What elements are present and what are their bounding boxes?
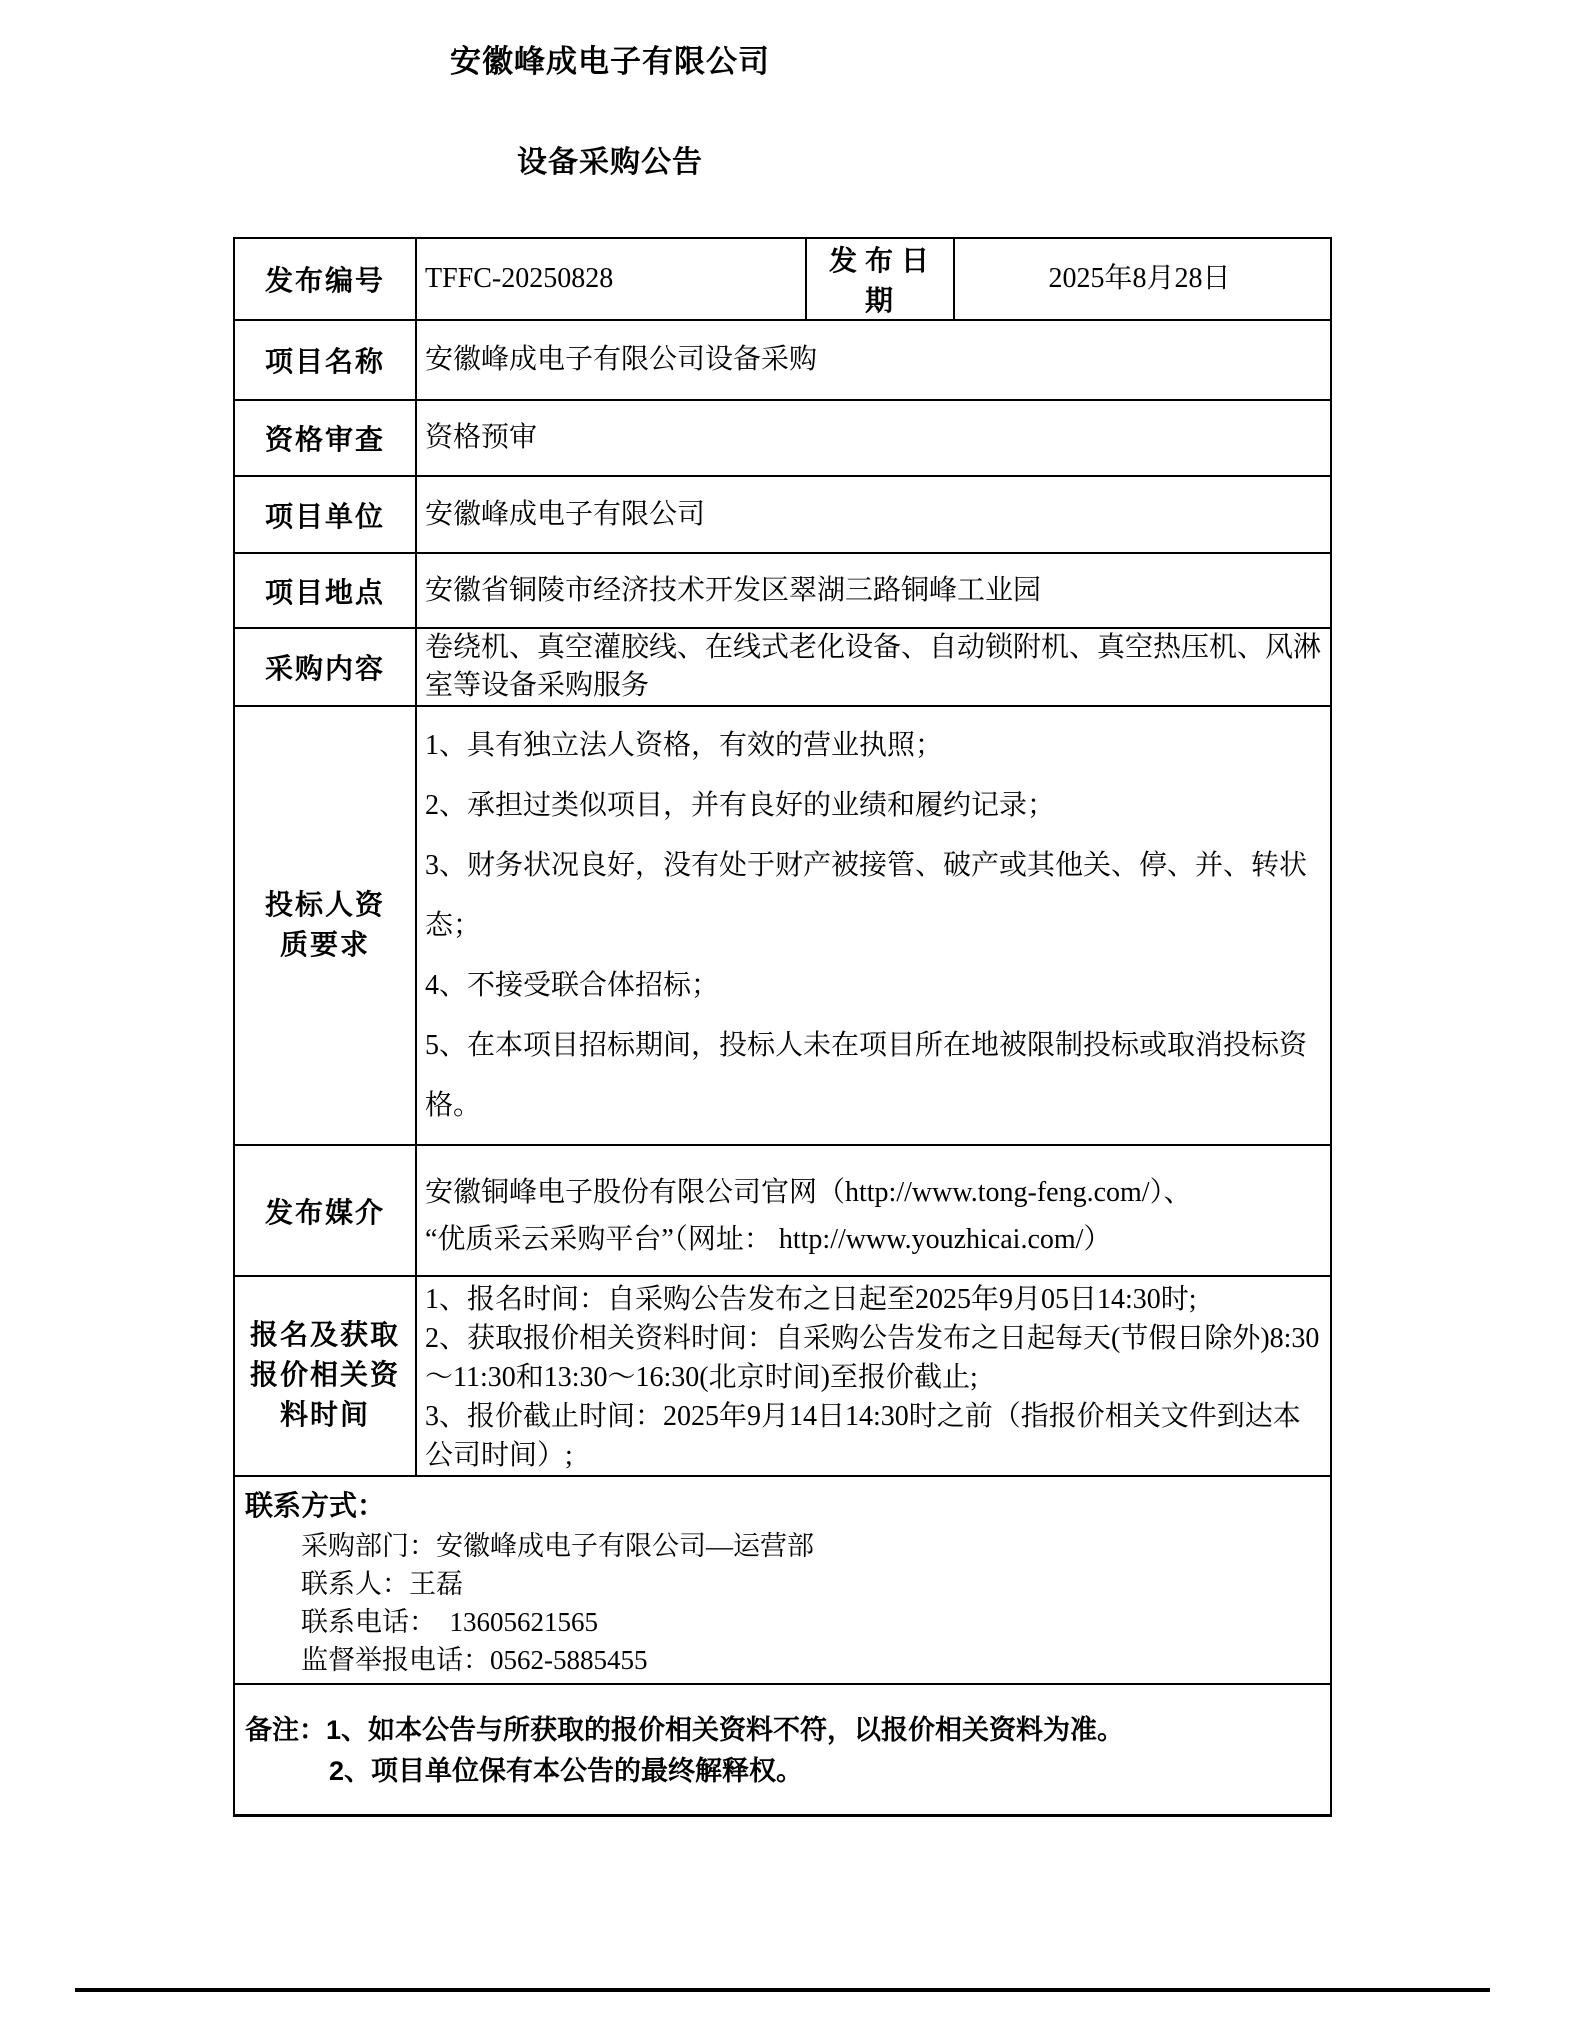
publish-media-label: 发布媒介 xyxy=(234,1145,416,1276)
media-line: “优质采云采购平台”（网址： http://www.youzhicai.com/） xyxy=(425,1223,1112,1255)
project-unit-label: 项目单位 xyxy=(234,476,416,553)
remarks-cell xyxy=(234,1684,1331,1815)
schedule-line: 2、获取报价相关资料时间：自采购公告发布之日起每天(节假日除外)8:30～11:30和13:30～16:30(北京时间)至报价截止; xyxy=(425,1323,1320,1393)
qualification-item: 2、承担过类似项目，并有良好的业绩和履约记录； xyxy=(425,789,1056,821)
contact-heading: 联系方式： xyxy=(245,1491,386,1522)
footer-rule xyxy=(75,1988,1490,1992)
qualification-item: 3、财务状况良好，没有处于财产被接管、破产或其他关、停、并、转状态； xyxy=(425,849,1308,941)
schedule-label xyxy=(234,1276,416,1476)
table-row xyxy=(234,706,1331,1145)
page-title: 设备采购公告 xyxy=(517,146,703,179)
table-row xyxy=(234,400,1331,476)
publish-date-value: 2025年8月28日 xyxy=(954,238,1331,320)
document-header xyxy=(0,36,1220,181)
publish-no-label: 发布编号 xyxy=(234,238,416,320)
label-line: 报名及获取 xyxy=(249,1320,400,1351)
schedule-value xyxy=(416,1276,1331,1476)
label-line: 投标人资 xyxy=(264,889,385,921)
bidder-qualification-value xyxy=(416,706,1331,1145)
label-line: 料时间 xyxy=(279,1400,370,1431)
project-name-label: 项目名称 xyxy=(234,320,416,400)
qualification-item: 4、不接受联合体招标； xyxy=(425,969,720,1001)
media-line: 安徽铜峰电子股份有限公司官网（http://www.tong-feng.com/）、 xyxy=(425,1176,1192,1208)
table-row xyxy=(234,476,1331,553)
table-row xyxy=(234,553,1331,628)
table-row xyxy=(234,1145,1331,1276)
qualification-item: 1、具有独立法人资格，有效的营业执照； xyxy=(425,729,944,761)
table-row xyxy=(234,1684,1331,1815)
company-title: 安徽峰成电子有限公司 xyxy=(450,44,770,79)
publish-media-value xyxy=(416,1145,1331,1276)
bidder-qualification-label xyxy=(234,706,416,1145)
project-unit-value: 安徽峰成电子有限公司 xyxy=(416,476,1331,553)
procurement-content-label: 采购内容 xyxy=(234,628,416,706)
table-row xyxy=(234,1476,1331,1684)
qualification-review-value: 资格预审 xyxy=(416,400,1331,476)
contact-line-department: 采购部门：安徽峰成电子有限公司—运营部 xyxy=(301,1531,814,1561)
table-row xyxy=(234,1276,1331,1476)
project-name-value: 安徽峰成电子有限公司设备采购 xyxy=(416,320,1331,400)
remark-line-2: 2、项目单位保有本公告的最终解释权。 xyxy=(329,1756,804,1787)
contact-line-person: 联系人：王磊 xyxy=(301,1569,463,1599)
publish-no-value: TFFC-20250828 xyxy=(416,238,806,320)
qualification-review-label: 资格审查 xyxy=(234,400,416,476)
table-row xyxy=(234,628,1331,706)
label-line: 报价相关资 xyxy=(249,1360,400,1391)
contact-line-report-phone: 监督举报电话：0562-5885455 xyxy=(301,1645,648,1675)
procurement-content-value: 卷绕机、真空灌胶线、在线式老化设备、自动锁附机、真空热压机、风淋室等设备采购服务 xyxy=(416,628,1331,706)
schedule-line: 1、报名时间：自采购公告发布之日起至2025年9月05日14:30时; xyxy=(425,1284,1197,1315)
contact-line-phone: 联系电话： 13605621565 xyxy=(301,1607,598,1637)
remark-line-1: 备注：1、如本公告与所获取的报价相关资料不符，以报价相关资料为准。 xyxy=(245,1715,1125,1746)
qualification-item: 5、在本项目招标期间，投标人未在项目所在地被限制投标或取消投标资格。 xyxy=(425,1029,1308,1121)
label-line: 质要求 xyxy=(279,929,370,961)
project-location-label: 项目地点 xyxy=(234,553,416,628)
publish-date-label: 发布日期 xyxy=(806,238,954,320)
schedule-line: 3、报价截止时间：2025年9月14日14:30时之前（指报价相关文件到达本公司时间）; xyxy=(425,1401,1301,1471)
table-row xyxy=(234,238,1331,320)
project-location-value: 安徽省铜陵市经济技术开发区翠湖三路铜峰工业园 xyxy=(416,553,1331,628)
table-row xyxy=(234,320,1331,400)
contact-info-cell xyxy=(234,1476,1331,1684)
procurement-notice-table xyxy=(233,237,1332,1817)
